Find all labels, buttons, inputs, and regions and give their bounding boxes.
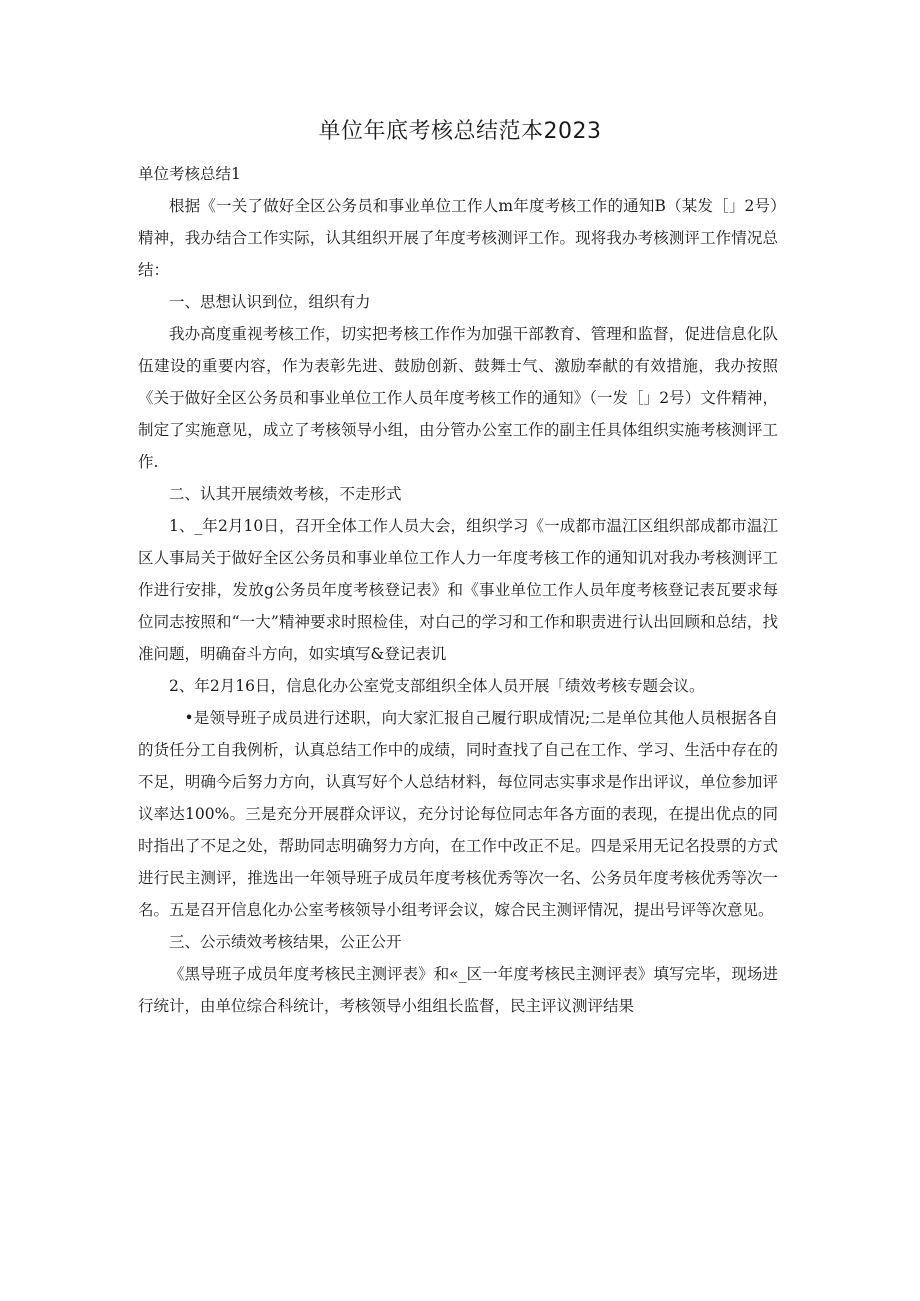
paragraph-section-1: 我办高度重视考核工作，切实把考核工作作为加强干部教育、管理和监督，促进信息化队伍建设的重要内容，作为表彰先进、鼓励创新、鼓舞士气、激励奉献的有效措施，我办按照《关于做好全区公务员和事业单位工作人员年度考核工作的通知》（一发［」2号）文件精神，制定了实施意见，成立了考核领导小组，由分管办公室工作的副主任具体组织实施考核测评工作. bbox=[138, 325, 778, 471]
document-body bbox=[138, 158, 778, 1022]
document-subtitle: 单位考核总结1 bbox=[138, 165, 241, 183]
paragraph-section-3: 《黑导班子成员年度考核民主测评表》和«_区一年度考核民主测评表》填写完毕，现场进行统计，由单位综合科统计，考核领导小组组长监督，民主评议测评结果 bbox=[138, 965, 778, 1015]
paragraph-intro: 根据《一关了做好全区公务员和事业单位工作人m年度考核工作的通知B（某发［」2号）精神，我办结合工作实际，认其组织开展了年度考核测评工作。现将我办考核测评工作情况总结： bbox=[138, 197, 778, 279]
document-title: 单位年底考核总结范本2023 bbox=[318, 119, 602, 144]
paragraph-item-1: 1、_年2月10日，召开全体工作人员大会，组织学习《一成都市温江区组织部成都市温江区人事局关于做好全区公务员和事业单位工作人力一年度考核工作的通知讥对我办考核测评工作进行安排，发放g公务员年度考核登记表》和《事业单位工作人员年度考核登记表瓦要求每位同志按照和“一大”精神要求时照检佳，对白己的学习和工作和职责进行认出回顾和总结，找准问题，明确奋斗方向，如实填写&登记表讥 bbox=[138, 517, 778, 663]
section-heading-2: 二、认其开展绩效考核，不走形式 bbox=[169, 485, 402, 503]
section-heading-3: 三、公示绩效考核结果，公正公开 bbox=[169, 933, 402, 951]
paragraph-bullet: •是领导班子成员进行述职，向大家汇报自己履行职成情况;二是单位其他人员根据各自的货任分工自我例析，认真总结工作中的成绩，同时查找了自己在工作、学习、生活中存在的不足，明确今后努力方向，认真写好个人总结材料，每位同志实事求是作出评议，单位参加评议率达100%。三是充分开展群众评议，充分讨论每位同志年各方面的表现，在提出优点的同时指出了不足之处，帮助同志明确努力方向，在工作中改正不足。四是采用无记名投票的方式进行民主测评，推选出一年领导班子成员年度考核优秀等次一名、公务员年度考核优秀等次一名。五是召开信息化办公室考核领导小组考评会议，嫁合民主测评情况，提出号评等次意见。 bbox=[138, 709, 778, 919]
paragraph-item-2: 2、年2月16日，信息化办公室党支部组织全体人员开展「绩效考核专题会议。 bbox=[169, 677, 705, 695]
section-heading-1: 一、思想认识到位，组织有力 bbox=[169, 293, 371, 311]
